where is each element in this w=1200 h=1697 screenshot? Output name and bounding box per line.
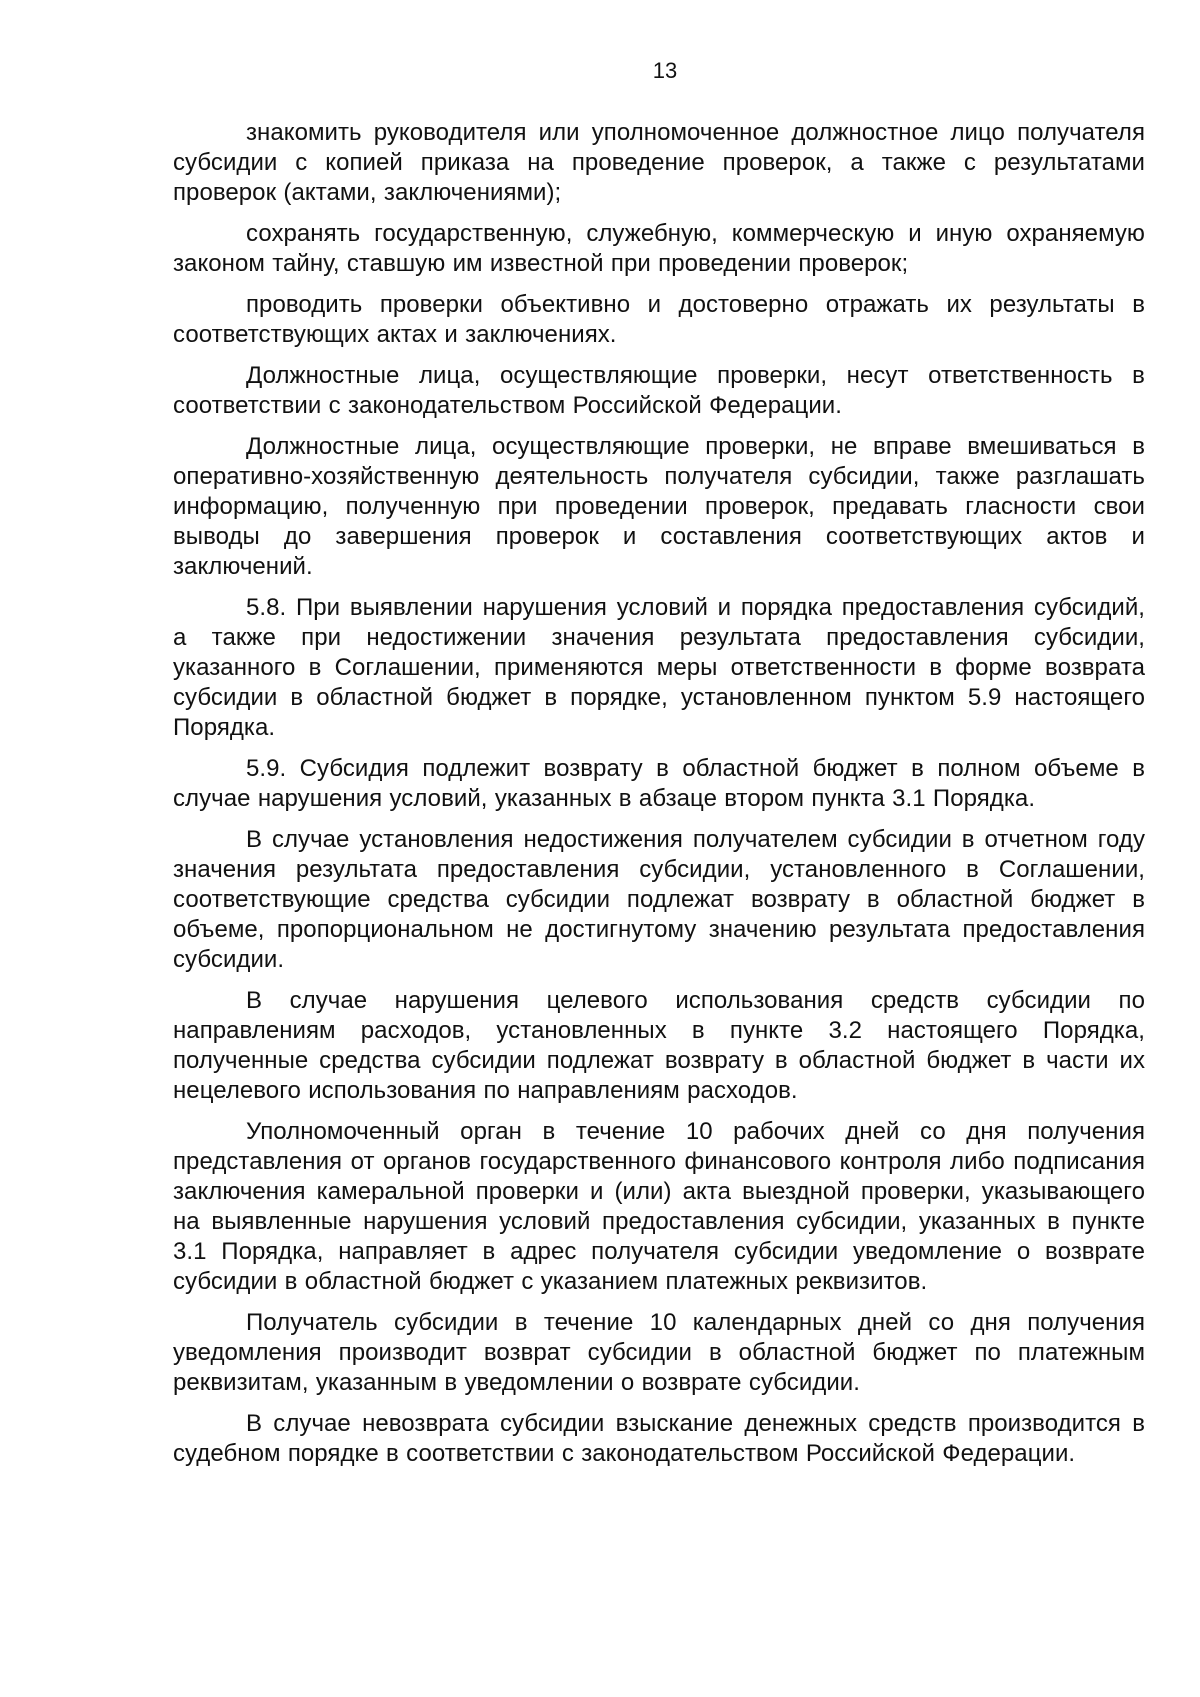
document-body (173, 118, 1145, 1480)
paragraph-inspectors-keep-secret: сохранять государственную, служебную, коммерческую и иную охраняемую законом тайну, ставшую им известной при проведении проверок; (173, 220, 1145, 277)
paragraph-officials-restrictions: Должностные лица, осуществляющие проверки, не вправе вмешиваться в оперативно-хозяйственную деятельность получателя субсидии, также разглашать информацию, полученную при проведении проверок, предавать гласности свои выводы до завершения проверок и составления соответствующих актов и заключений. (173, 433, 1145, 580)
paragraph-inspectors-familiarize: знакомить руководителя или уполномоченное должностное лицо получателя субсидии с копией приказа на проведение проверок, а также с результатами проверок (актами, заключениями); (173, 119, 1145, 206)
paragraph-target-use-violation: В случае нарушения целевого использования средств субсидии по направлениям расходов, установленных в пункте 3.2 настоящего Порядка, полученные средства субсидии подлежат возврату в областной бюджет в части их нецелевого использования по направлениям расходов. (173, 987, 1145, 1104)
paragraph-section-5-8: 5.8. При выявлении нарушения условий и порядка предоставления субсидий, а также при недостижении значения результата предоставления субсидии, указанного в Соглашении, применяются меры ответственности в форме возврата субсидии в областной бюджет в порядке, установленном пунктом 5.9 настоящего Порядка. (173, 594, 1145, 741)
paragraph-result-shortfall: В случае установления недостижения получателем субсидии в отчетном году значения результата предоставления субсидии, установленного в Соглашении, соответствующие средства субсидии подлежат возврату в областной бюджет в объеме, пропорциональном не достигнутому значению результата предоставления субсидии. (173, 826, 1145, 973)
paragraph-officials-responsibility: Должностные лица, осуществляющие проверки, несут ответственность в соответствии с законодательством Российской Федерации. (173, 362, 1145, 419)
paragraph-recipient-return: Получатель субсидии в течение 10 календарных дней со дня получения уведомления производит возврат субсидии в областной бюджет по платежным реквизитам, указанным в уведомлении о возврате субсидии. (173, 1309, 1145, 1396)
paragraph-section-5-9: 5.9. Субсидия подлежит возврату в областной бюджет в полном объеме в случае нарушения условий, указанных в абзаце втором пункта 3.1 Порядка. (173, 755, 1145, 812)
paragraph-inspectors-objective: проводить проверки объективно и достоверно отражать их результаты в соответствующих актах и заключениях. (173, 291, 1145, 348)
page-number: 13 (652, 58, 678, 83)
paragraph-return-notice: Уполномоченный орган в течение 10 рабочих дней со дня получения представления от органов государственного финансового контроля либо подписания заключения камеральной проверки и (или) акта выездной проверки, указывающего на выявленные нарушения условий предоставления субсидии, указанных в пункте 3.1 Порядка, направляет в адрес получателя субсидии уведомление о возврате субсидии в областной бюджет с указанием платежных реквизитов. (173, 1118, 1145, 1295)
paragraph-court-recovery: В случае невозврата субсидии взыскание денежных средств производится в судебном порядке в соответствии с законодательством Российской Федерации. (173, 1410, 1145, 1467)
